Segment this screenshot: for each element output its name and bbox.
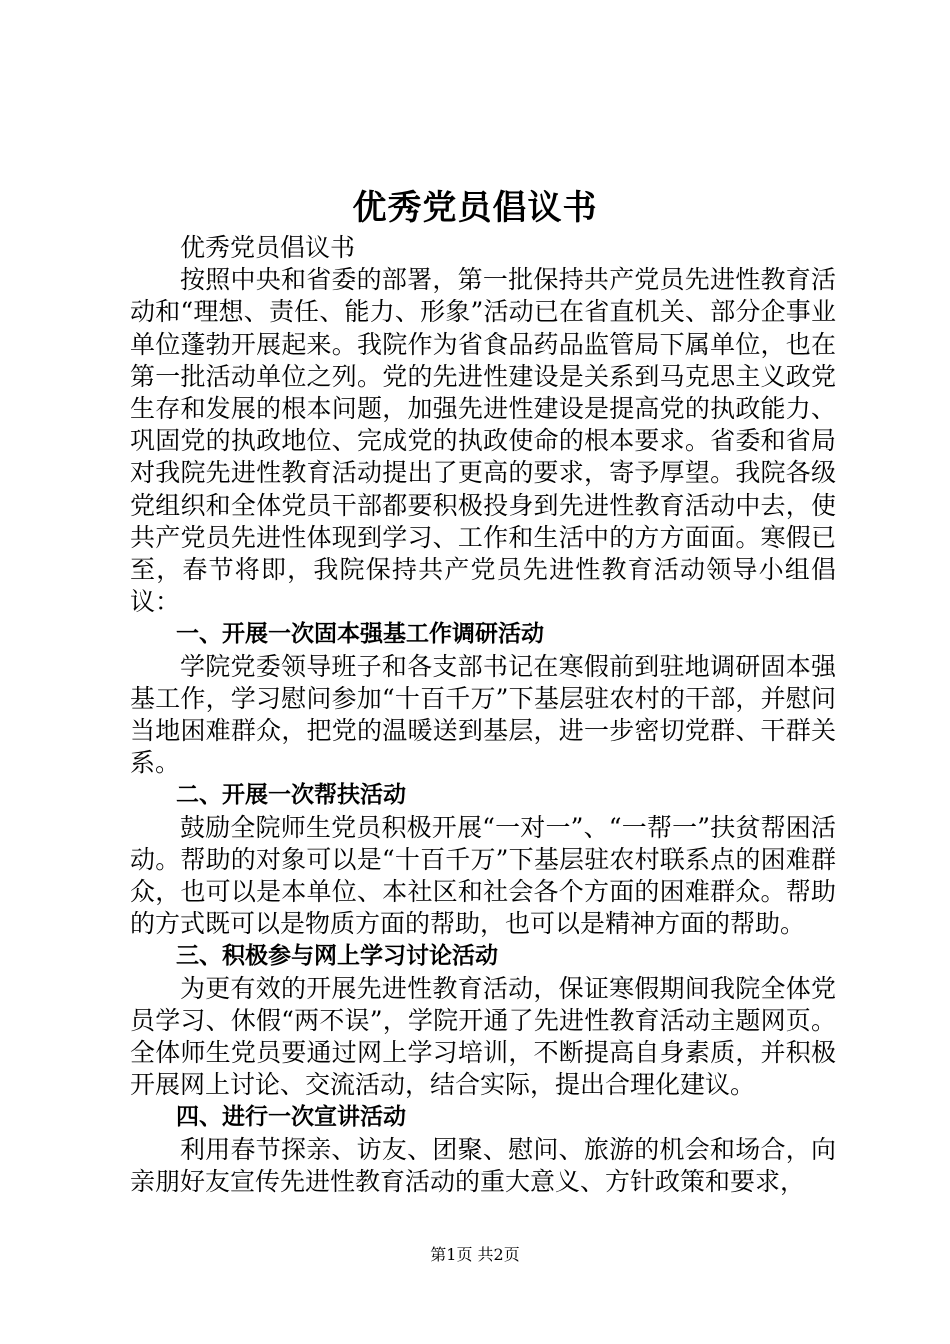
section-body-2: 鼓励全院师生党员积极开展“一对一”、“一帮一”扶贫帮困活动。帮助的对象可以是“十百千万”下基层驻农村联系点的困难群众，也可以是本单位、本社区和社会各个方面的困难群众。帮助的方式既可以是物质方面的帮助，也可以是精神方面的帮助。 xyxy=(130,812,836,939)
section-heading-1: 一、开展一次固本强基工作调研活动 xyxy=(176,621,544,648)
page-footer: 第1页 共2页 xyxy=(430,1245,520,1264)
section-heading-3: 三、积极参与网上学习讨论活动 xyxy=(176,943,498,970)
section-body-3: 为更有效的开展先进性教育活动，保证寒假期间我院全体党员学习、休假“两不误”，学院开通了先进性教育活动主题网页。全体师生党员要通过网上学习培训，不断提高自身素质，并积极开展网上讨论、交流活动，结合实际，提出合理化建议。 xyxy=(130,973,836,1100)
document-subtitle: 优秀党员倡议书 xyxy=(180,233,356,262)
page-title: 优秀党员倡议书 xyxy=(352,188,598,228)
section-body-4: 利用春节探亲、访友、团聚、慰问、旅游的机会和场合，向亲朋好友宣传先进性教育活动的重大意义、方针政策和要求， xyxy=(130,1134,836,1196)
section-body-1: 学院党委领导班子和各支部书记在寒假前到驻地调研固本强基工作，学习慰问参加“十百千万”下基层驻农村的干部，并慰问当地困难群众，把党的温暖送到基层，进一步密切党群、干群关系。 xyxy=(130,651,836,778)
intro-paragraph: 按照中央和省委的部署，第一批保持共产党员先进性教育活动和“理想、责任、能力、形象”活动已在省直机关、部分企事业单位蓬勃开展起来。我院作为省食品药品监管局下属单位，也在第一批活动单位之列。党的先进性建设是关系到马克思主义政党生存和发展的根本问题，加强先进性建设是提高党的执政能力、巩固党的执政地位、完成党的执政使命的根本要求。省委和省局对我院先进性教育活动提出了更高的要求，寄予厚望。我院各级党组织和全体党员干部都要积极投身到先进性教育活动中去，使共产党员先进性体现到学习、工作和生活中的方方面面。寒假已至，春节将即，我院保持共产党员先进性教育活动领导小组倡议： xyxy=(130,265,836,617)
document-body xyxy=(130,232,836,1198)
section-heading-2: 二、开展一次帮扶活动 xyxy=(176,782,406,809)
section-heading-4: 四、进行一次宣讲活动 xyxy=(176,1104,406,1131)
